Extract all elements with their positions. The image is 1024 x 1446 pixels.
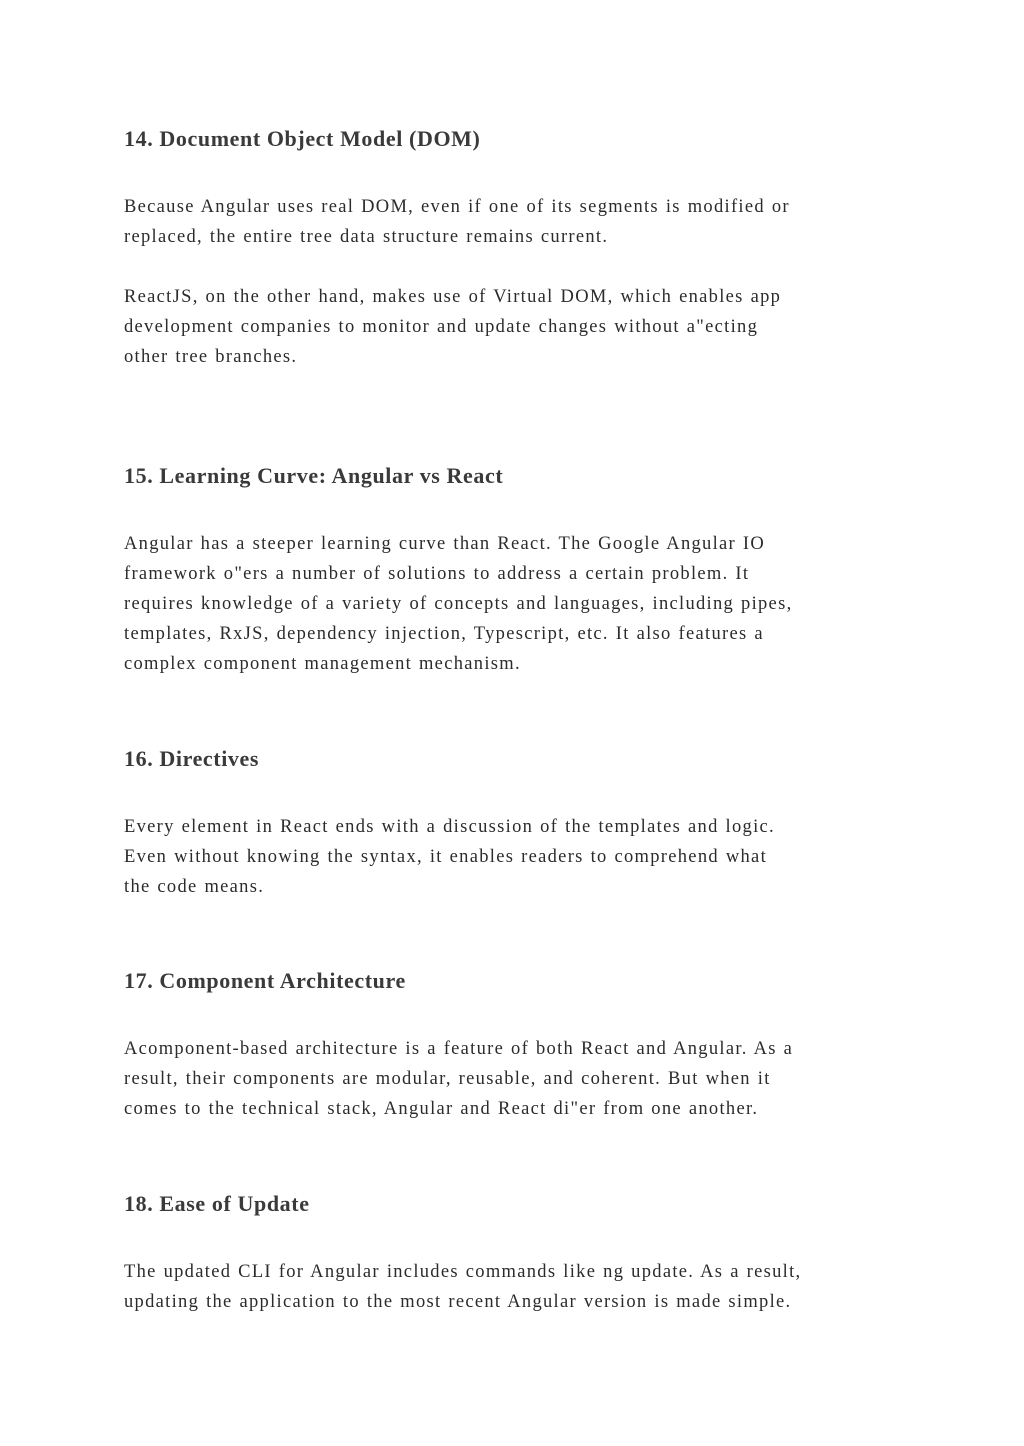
section-heading: 18. Ease of Update <box>124 1191 310 1216</box>
section-learning-curve <box>124 461 904 679</box>
section-component-architecture <box>124 966 904 1124</box>
text-line: updating the application to the most recent Angular version is made simple. <box>124 1292 792 1312</box>
text-line: the code means. <box>124 877 265 897</box>
text-line: The updated CLI for Angular includes commands like ng update. As a result, <box>124 1262 802 1282</box>
section-heading: 16. Directives <box>124 746 260 771</box>
text-line: requires knowledge of a variety of concepts and languages, including pipes, <box>124 594 793 614</box>
section-dom <box>124 124 904 372</box>
section-ease-of-update <box>124 1189 904 1317</box>
text-line: Angular has a steeper learning curve than React. The Google Angular IO <box>124 534 766 554</box>
section-heading: 14. Document Object Model (DOM) <box>124 126 481 151</box>
text-line: replaced, the entire tree data structure remains current. <box>124 227 609 247</box>
text-line: Even without knowing the syntax, it enables readers to comprehend what <box>124 847 768 867</box>
paragraph <box>124 282 904 372</box>
text-line: complex component management mechanism. <box>124 654 521 674</box>
paragraph <box>124 1034 904 1124</box>
text-line: result, their components are modular, reusable, and coherent. But when it <box>124 1069 771 1089</box>
paragraph <box>124 192 904 252</box>
text-line: templates, RxJS, dependency injection, Typescript, etc. It also features a <box>124 624 764 644</box>
text-line: Acomponent-based architecture is a feature of both React and Angular. As a <box>124 1039 794 1059</box>
paragraph <box>124 529 904 679</box>
section-heading: 17. Component Architecture <box>124 968 406 993</box>
section-directives <box>124 744 904 902</box>
text-line: framework o"ers a number of solutions to address a certain problem. It <box>124 564 750 584</box>
text-line: other tree branches. <box>124 347 298 367</box>
text-line: ReactJS, on the other hand, makes use of Virtual DOM, which enables app <box>124 287 782 307</box>
text-line: comes to the technical stack, Angular and React di"er from one another. <box>124 1099 759 1119</box>
text-line: development companies to monitor and update changes without a"ecting <box>124 317 759 337</box>
section-heading: 15. Learning Curve: Angular vs React <box>124 463 504 488</box>
text-line: Every element in React ends with a discussion of the templates and logic. <box>124 817 775 837</box>
paragraph <box>124 1257 904 1317</box>
paragraph <box>124 812 904 902</box>
text-line: Because Angular uses real DOM, even if one of its segments is modified or <box>124 197 790 217</box>
